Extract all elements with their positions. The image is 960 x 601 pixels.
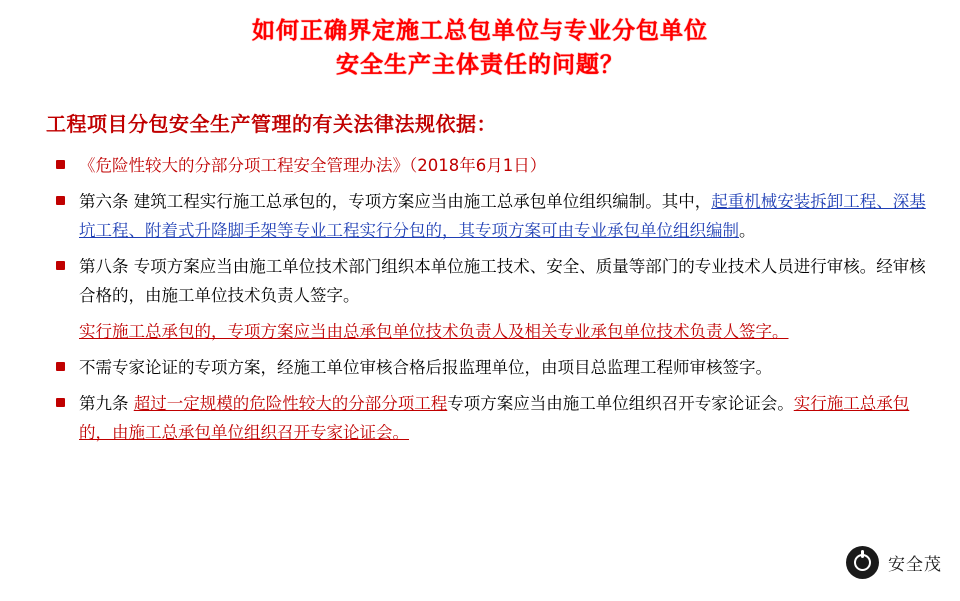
bullet-item — [46, 353, 926, 382]
text-segment: 。 — [739, 221, 756, 240]
title-line-1: 如何正确界定施工总包单位与专业分包单位 — [252, 18, 708, 44]
bullet-text — [79, 389, 926, 447]
wechat-account-icon — [846, 546, 879, 579]
section-subtitle: 工程项目分包安全生产管理的有关法律法规依据： — [46, 112, 497, 136]
bullet-item — [46, 187, 926, 245]
bullet-item — [46, 252, 926, 310]
bullet-marker-spacer — [56, 326, 65, 335]
brand-logo-label: 安全茂 — [888, 555, 942, 575]
bullet-marker-icon — [56, 160, 65, 169]
bullet-text — [79, 353, 926, 382]
text-segment: 起重机械安装拆卸工程、深基坑工程、附着式升降脚手架等专业工程实行分包的，其专项方案可由专业承包单位组织编制 — [79, 192, 926, 240]
bullet-item — [46, 151, 926, 180]
bullet-text — [79, 317, 926, 346]
text-segment: 第八条 专项方案应当由施工单位技术部门组织本单位施工技术、安全、质量等部门的专业技术人员进行审核。经审核合格的，由施工单位技术负责人签字。 — [79, 257, 926, 305]
text-segment: 实行施工总承包的，专项方案应当由总承包单位技术负责人及相关专业承包单位技术负责人签字。 — [79, 322, 789, 341]
title-line-2: 安全生产主体责任的问题？ — [336, 52, 624, 78]
text-segment: 实行施工总承包的，由施工总承包单位组织召开专家论证会。 — [79, 394, 910, 442]
text-segment: 超过一定规模的危险性较大的分部分项工程 — [133, 394, 448, 413]
text-segment: 第六条 建筑工程实行施工总承包的，专项方案应当由施工总承包单位组织编制。其中， — [79, 192, 712, 211]
bullet-marker-icon — [56, 196, 65, 205]
bullet-list — [0, 151, 960, 447]
text-segment: 第九条 — [79, 394, 134, 413]
brand-logo — [846, 546, 942, 579]
text-segment: 《危险性较大的分部分项工程安全管理办法》（2018年6月1日） — [79, 156, 547, 175]
bullet-marker-icon — [56, 261, 65, 270]
bullet-text — [79, 252, 926, 310]
bullet-text — [79, 151, 926, 180]
bullet-text — [79, 187, 926, 245]
text-segment: 不需专家论证的专项方案，经施工单位审核合格后报监理单位，由项目总监理工程师审核签字。 — [79, 358, 772, 377]
text-segment: 专项方案应当由施工单位组织召开专家论证会。 — [447, 394, 794, 413]
bullet-item — [46, 389, 926, 447]
slide-title — [0, 0, 960, 82]
bullet-marker-icon — [56, 362, 65, 371]
bullet-item — [46, 317, 926, 346]
bullet-marker-icon — [56, 398, 65, 407]
